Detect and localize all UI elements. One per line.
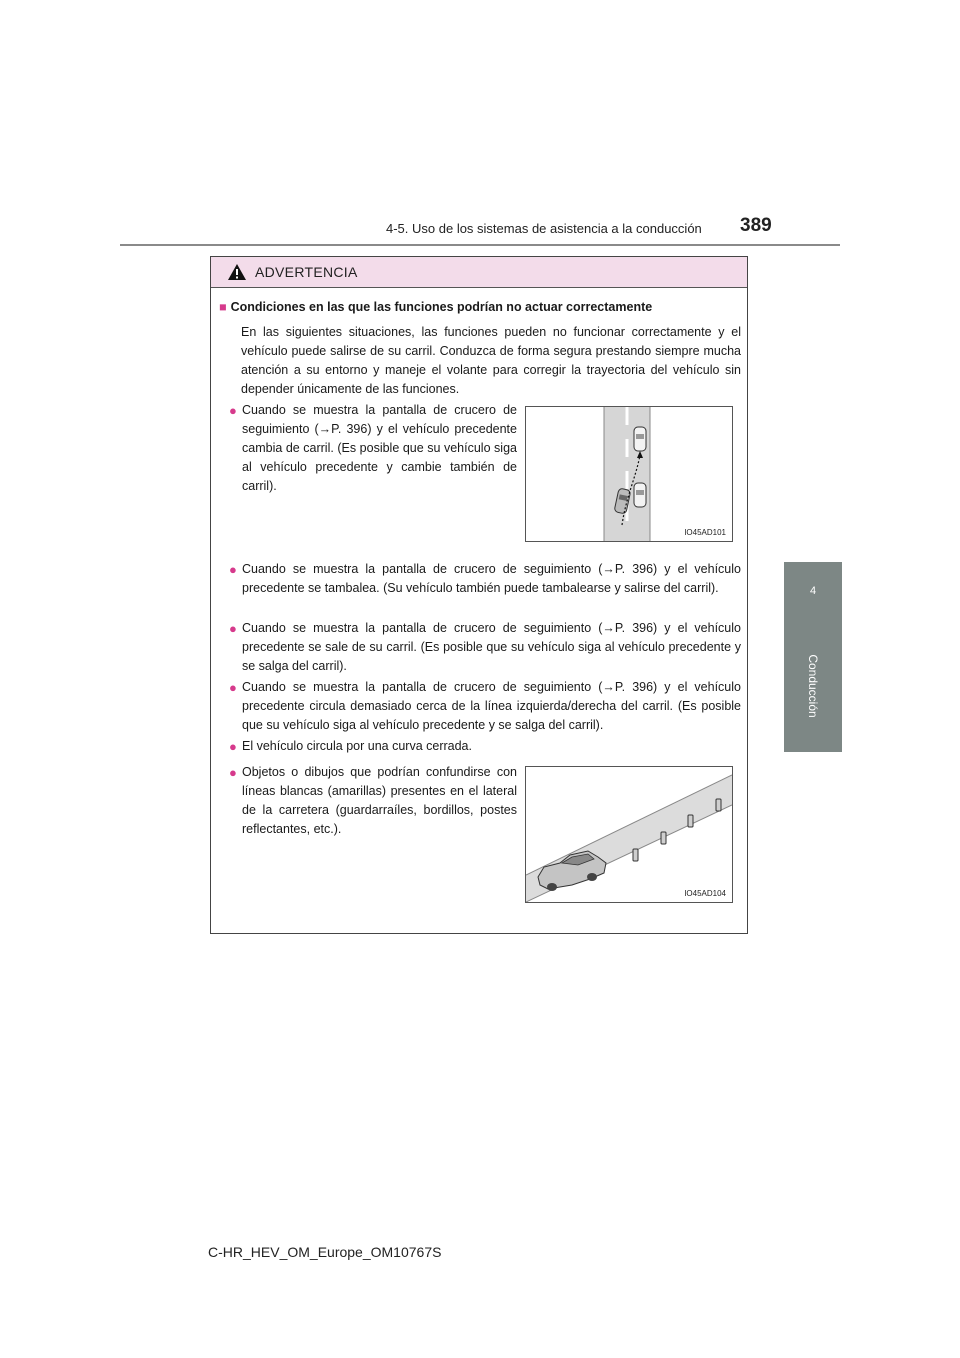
list-item (229, 619, 741, 676)
section-heading-text: Condiciones en las que las funciones podrían no actuar correctamente (230, 300, 653, 314)
list-item (229, 678, 741, 735)
header-section-title: 4-5. Uso de los sistemas de asistencia a la conducción (386, 221, 702, 236)
figure-code: IO45AD101 (684, 528, 726, 537)
footer-document-id: C-HR_HEV_OM_Europe_OM10767S (208, 1244, 442, 1260)
list-item (229, 737, 741, 756)
list-item (229, 560, 741, 598)
list-item-text: Cuando se muestra la pantalla de crucero de seguimiento (→P. 396) y el vehículo precedente circula demasiado cerca de la línea izquierda/derecha del carril. (Es posible que su vehículo siga al vehículo precedente y se salga del carril). (242, 680, 741, 732)
page-number: 389 (740, 215, 772, 236)
list-item-text: Cuando se muestra la pantalla de crucero de seguimiento (→P. 396) y el vehículo precedente se sale de su carril. (Es posible que su vehículo siga al vehículo precedente y se salga del carril). (242, 621, 741, 673)
list-item-text: Objetos o dibujos que podrían confundirse con líneas blancas (amarillas) presentes en el lateral de la carretera (guardarraíles, bordillos, postes reflectantes, etc.). (242, 765, 517, 836)
chapter-tab-label (784, 620, 842, 752)
intro-paragraph: En las siguientes situaciones, las funciones pueden no funcionar correctamente y el vehículo puede salirse de su carril. Conduzca de forma segura prestando siempre mucha atención a su entorno y maneje el volante para corregir la trayectoria del vehículo sin depender únicamente de las funciones. (241, 325, 741, 396)
lane-change-illustration (526, 407, 732, 541)
chapter-tab-number (784, 562, 842, 620)
circle-bullet-icon: ● (229, 403, 237, 418)
warning-title: ADVERTENCIA (255, 264, 358, 280)
header-rule (120, 244, 840, 246)
warning-triangle-icon (227, 263, 247, 281)
list-item-text: El vehículo circula por una curva cerrada. (242, 739, 472, 753)
warning-header (211, 257, 747, 288)
section-heading (219, 300, 739, 314)
chapter-label: Conducción (806, 654, 820, 718)
warning-box (210, 256, 748, 934)
circle-bullet-icon: ● (229, 562, 237, 577)
circle-bullet-icon: ● (229, 739, 237, 754)
figure-lane-change (525, 406, 733, 542)
circle-bullet-icon: ● (229, 680, 237, 695)
figure-roadside-objects (525, 766, 733, 903)
list-item (229, 763, 517, 839)
chapter-number: 4 (809, 585, 817, 597)
list-item (229, 401, 517, 496)
circle-bullet-icon: ● (229, 765, 237, 780)
square-bullet-icon: ■ (219, 300, 227, 314)
figure-code: IO45AD104 (684, 889, 726, 898)
list-item-text: Cuando se muestra la pantalla de crucero de seguimiento (→P. 396) y el vehículo precedente cambia de carril. (Es posible que su vehículo siga al vehículo precedente y cambie también de carril). (242, 403, 517, 493)
roadside-objects-illustration (526, 767, 732, 902)
circle-bullet-icon: ● (229, 621, 237, 636)
list-item-text: Cuando se muestra la pantalla de crucero de seguimiento (→P. 396) y el vehículo precedente se tambalea. (Su vehículo también puede tambalearse y salirse del carril). (242, 562, 741, 595)
